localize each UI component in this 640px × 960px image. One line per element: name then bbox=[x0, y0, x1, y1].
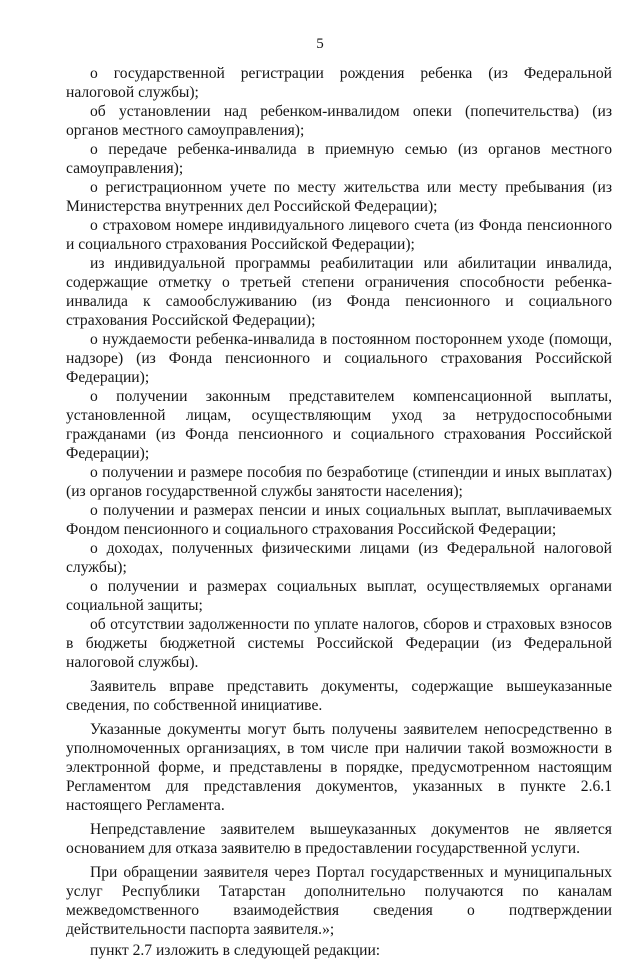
paragraph-residence-registration: о регистрационном учете по месту жительства или месту пребывания (из Министерства внутренних дел Российской Федерации); bbox=[66, 179, 612, 215]
paragraph-own-initiative: Заявитель вправе представить документы, содержащие вышеуказанные сведения, по собственной инициативе. bbox=[66, 678, 612, 714]
paragraph-pension: о получении и размерах пенсии и иных социальных выплат, выплачиваемых Фондом пенсионного и социального страхования Российской Федерации; bbox=[66, 502, 612, 538]
paragraph-birth-registration: о государственной регистрации рождения ребенка (из Федеральной налоговой службы); bbox=[66, 65, 612, 101]
paragraph-tax-debt: об отсутствии задолженности по уплате налогов, сборов и страховых взносов в бюджеты бюджетной системы Российской Федерации (из Федеральной налоговой службы). bbox=[66, 616, 612, 671]
paragraph-guardianship: об установлении над ребенком-инвалидом опеки (попечительства) (из органов местного самоуправления); bbox=[66, 103, 612, 139]
paragraph-rehabilitation-program: из индивидуальной программы реабилитации или абилитации инвалида, содержащие отметку о третьей степени ограничения способности ребенка-инвалида к самообслуживанию (из Фонда пенсионного и социального страхования Российской Федерации); bbox=[66, 255, 612, 329]
paragraph-not-grounds-refusal: Непредставление заявителем вышеуказанных документов не является основанием для отказа заявителю в предоставлении государственной услуги. bbox=[66, 821, 612, 857]
document-body bbox=[66, 64, 612, 960]
paragraph-compensation-payment: о получении законным представителем компенсационной выплаты, установленной лицам, осуществляющим уход за нетрудоспособными гражданами (из Фонда пенсионного и социального страхования Российской Федерации); bbox=[66, 388, 612, 462]
paragraph-income: о доходах, полученных физическими лицами (из Федеральной налоговой службы); bbox=[66, 540, 612, 576]
paragraph-constant-care: о нуждаемости ребенка-инвалида в постоянном постороннем уходе (помощи, надзоре) (из Фонда пенсионного и социального страхования Российской Федерации); bbox=[66, 331, 612, 386]
paragraph-social-payments: о получении и размерах социальных выплат, осуществляемых органами социальной защиты; bbox=[66, 578, 612, 614]
paragraph-clause-2-7: пункт 2.7 изложить в следующей редакции: bbox=[90, 942, 381, 959]
paragraph-documents-obtained: Указанные документы могут быть получены заявителем непосредственно в уполномоченных организациях, в том числе при наличии такой возможности в электронной форме, и представлены в порядке, предусмотренном настоящим Регламентом для представления документов, указанных в пункте 2.6.1 настоящего Регламента. bbox=[66, 721, 612, 814]
paragraph-snils: о страховом номере индивидуального лицевого счета (из Фонда пенсионного и социального страхования Российской Федерации); bbox=[66, 217, 612, 253]
page-number: 5 bbox=[316, 36, 324, 52]
paragraph-unemployment-benefit: о получении и размере пособия по безработице (стипендии и иных выплатах) (из органов государственной службы занятости населения); bbox=[66, 464, 612, 500]
paragraph-portal-request: При обращении заявителя через Портал государственных и муниципальных услуг Республики Татарстан дополнительно получаются по каналам межведомственного взаимодействия сведения о подтверждении действительности паспорта заявителя.»; bbox=[66, 864, 612, 938]
paragraph-foster-family: о передаче ребенка-инвалида в приемную семью (из органов местного самоуправления); bbox=[66, 141, 612, 177]
